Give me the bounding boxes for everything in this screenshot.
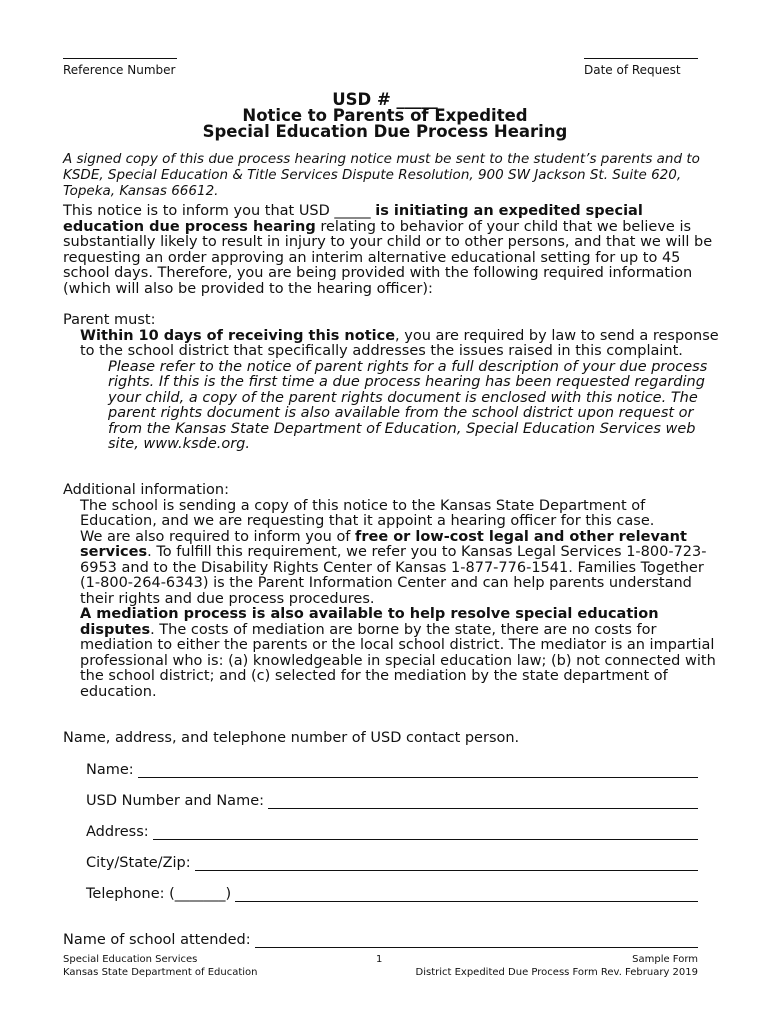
footer-right bbox=[416, 953, 699, 979]
reference-number-field bbox=[63, 58, 177, 77]
additional-section bbox=[63, 483, 723, 700]
parent-heading: Parent must: bbox=[63, 312, 156, 328]
telephone-label: Telephone: (_______) bbox=[86, 886, 232, 902]
footer-left-line-2: Kansas State Department of Education bbox=[63, 967, 258, 978]
date-of-request-line bbox=[584, 58, 698, 59]
title-line-1: USD # _____ bbox=[332, 90, 438, 109]
city-state-zip-field[interactable] bbox=[86, 855, 698, 871]
date-of-request-field bbox=[584, 58, 698, 77]
address-label: Address: bbox=[86, 824, 149, 840]
notice-paragraph bbox=[63, 204, 723, 297]
notice-text-2: relating to behavior of your child that we believe is substantially likely to result in injury to your child or to other persons, and that we will be requesting an order approving an interim alternative educational setting for up to 45 school days. Therefore, you are being provided with the following required information (which will also be provided to the hearing officer): bbox=[63, 218, 713, 297]
additional-p2-bold: free or low-cost legal and other relevant services bbox=[80, 528, 687, 560]
telephone-field[interactable] bbox=[86, 886, 698, 902]
address-field[interactable] bbox=[86, 824, 698, 840]
contact-heading: Name, address, and telephone number of USD contact person. bbox=[63, 730, 520, 746]
additional-p3 bbox=[63, 607, 723, 700]
usd-number-line[interactable] bbox=[268, 794, 698, 809]
address-line[interactable] bbox=[153, 825, 698, 840]
contact-name-line[interactable] bbox=[138, 763, 698, 778]
usd-number-label: USD Number and Name: bbox=[86, 793, 265, 809]
intro-instructions: A signed copy of this due process hearing notice must be sent to the student’s parents and to KSDE, Special Education & Title Services Dispute Resolution, 900 SW Jackson St. Suite 620, Topeka, Kansas 66612. bbox=[63, 151, 700, 199]
reference-number-line bbox=[63, 58, 177, 59]
additional-p2 bbox=[63, 530, 723, 608]
footer-right-line-2: District Expedited Due Process Form Rev. February 2019 bbox=[415, 967, 698, 978]
usd-number-field[interactable] bbox=[86, 793, 698, 809]
footer-right-line-1: Sample Form bbox=[632, 954, 698, 965]
school-attended-label: Name of school attended: bbox=[63, 932, 251, 948]
parent-rights-note: Please refer to the notice of parent rights for a full description of your due process rights. If this is the first time a due process hearing has been requested regarding your child, a copy of the parent rights document is enclosed with this notice. The parent rights document is also available from the school district upon request or from the Kansas State Department of Education, Special Education Services web site, www.ksde.org. bbox=[108, 358, 708, 452]
parent-section bbox=[63, 313, 723, 453]
school-attended-line[interactable] bbox=[255, 933, 698, 948]
additional-p3-text: . The costs of mediation are borne by the state, there are no costs for mediation to either the parents or the local school district. The mediator is an impartial professional who is: (a) knowledgeable in special education law; (b) not connected with the school district; and (c) selected for the mediation by the state department of education. bbox=[80, 621, 716, 700]
title-line-3: Special Education Due Process Hearing bbox=[202, 122, 568, 141]
city-state-zip-label: City/State/Zip: bbox=[86, 855, 191, 871]
city-state-zip-line[interactable] bbox=[195, 856, 698, 871]
parent-text: , you are required by law to send a response to the school district that specifically addresses the issues raised in this complaint. bbox=[80, 327, 719, 359]
additional-heading: Additional information: bbox=[63, 482, 229, 498]
page-title bbox=[0, 92, 770, 140]
additional-p2-text-b: . To fulfill this requirement, we refer you to Kansas Legal Services 1-800-723-6953 and to the Disability Rights Center of Kansas 1-877-776-1541. Families Together (1-800-264-6343) is the Parent Information Center and can help parents understand their rights and due process procedures. bbox=[80, 544, 707, 607]
reference-number-label: Reference Number bbox=[63, 63, 176, 77]
parent-requirement bbox=[63, 329, 723, 360]
additional-p3-bold: A mediation process is also available to help resolve special education disputes bbox=[80, 606, 659, 638]
contact-name-field[interactable] bbox=[86, 762, 698, 778]
additional-p1: The school is sending a copy of this notice to the Kansas State Department of Education, and we are requesting that it appoint a hearing officer for this case. bbox=[80, 497, 655, 529]
contact-name-label: Name: bbox=[86, 762, 134, 778]
notice-text-1: This notice is to inform you that USD _____ bbox=[63, 203, 376, 219]
footer-left-line-1: Special Education Services bbox=[63, 954, 198, 965]
footer-left bbox=[63, 953, 258, 979]
school-attended-field[interactable] bbox=[63, 932, 698, 948]
parent-bold: Within 10 days of receiving this notice bbox=[80, 327, 396, 344]
telephone-line[interactable] bbox=[235, 887, 698, 902]
date-of-request-label: Date of Request bbox=[584, 63, 681, 77]
title-line-2: Notice to Parents of Expedited bbox=[242, 106, 528, 125]
notice-bold: is initiating an expedited special education due process hearing bbox=[63, 203, 643, 235]
additional-p2-text-a: We are also required to inform you of bbox=[80, 528, 356, 545]
page-number: 1 bbox=[376, 954, 383, 965]
